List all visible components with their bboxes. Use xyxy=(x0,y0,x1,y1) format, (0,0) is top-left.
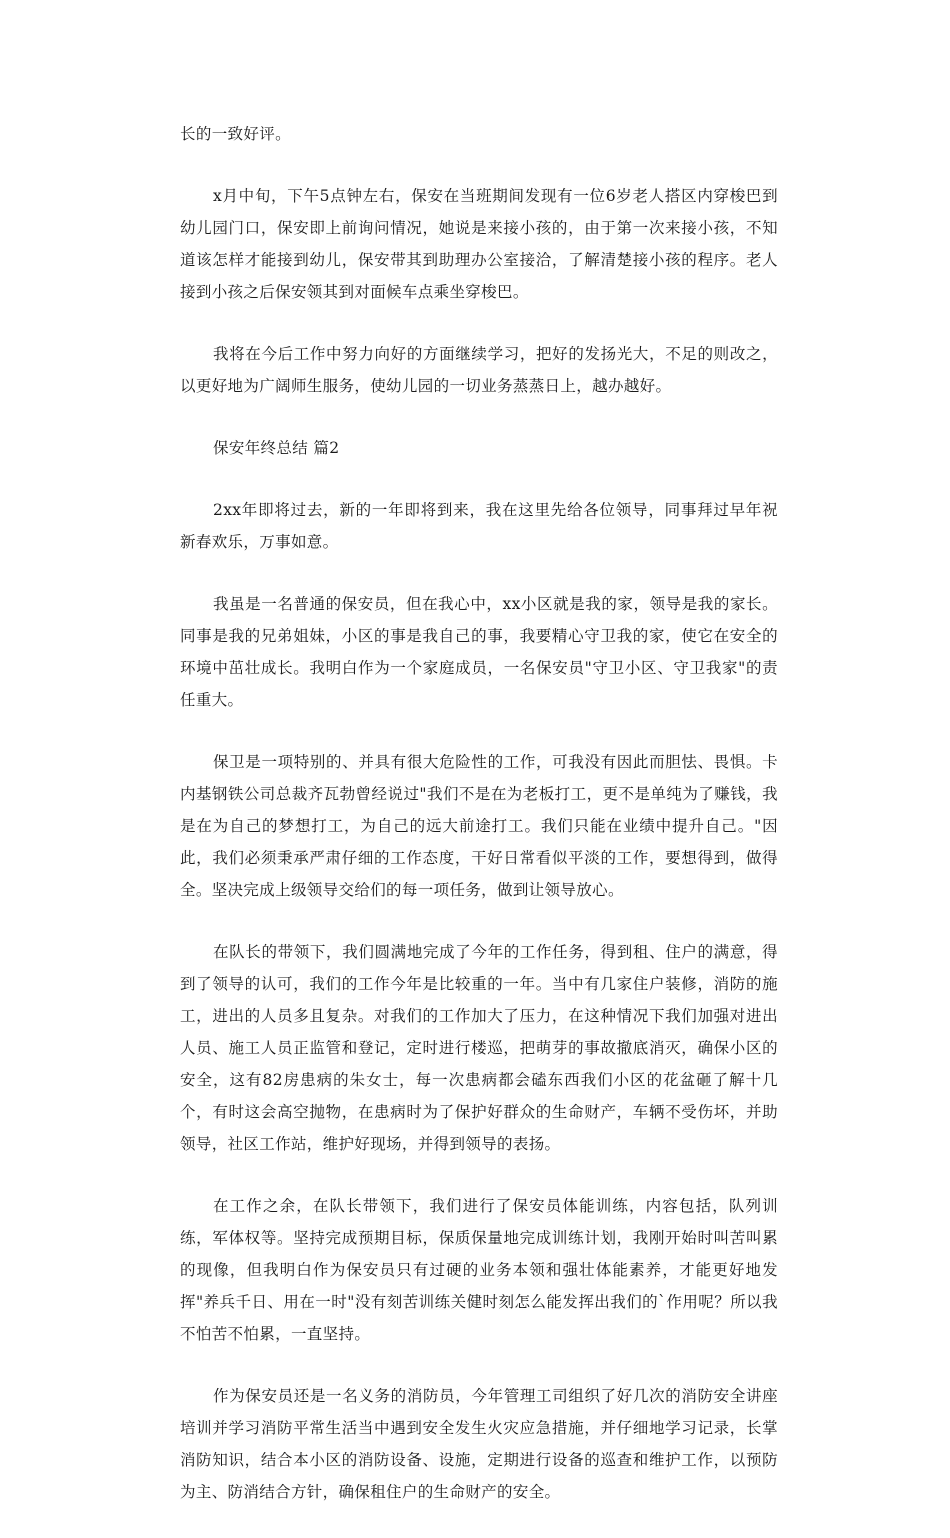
document-body xyxy=(180,118,778,1538)
paragraph: 在工作之余，在队长带领下，我们进行了保安员体能训练，内容包括，队列训练，军体权等。坚持完成预期目标，保质保量地完成训练计划，我刚开始时叫苦叫累的现像，但我明白作为保安员只有过硬的业务本领和强壮体能素养，才能更好地发挥"养兵千日、用在一时"没有刻苦训练关健时刻怎么能发挥出我们的`作用呢？所以我不怕苦不怕累，一直坚持。 xyxy=(180,1197,778,1343)
paragraph: 我将在今后工作中努力向好的方面继续学习，把好的发扬光大，不足的则改之，以更好地为广阔师生服务，使幼儿园的一切业务蒸蒸日上，越办越好。 xyxy=(180,345,778,395)
paragraph: 作为保安员还是一名义务的消防员，今年管理工司组织了好几次的消防安全讲座培训并学习消防平常生活当中遇到安全发生火灾应急措施，并仔细地学习记录，长掌消防知识，结合本小区的消防设备、设施，定期进行设备的巡查和维护工作，以预防为主、防消结合方针，确保租住户的生命财产的安全。 xyxy=(180,1387,778,1501)
paragraph: 我虽是一名普通的保安员，但在我心中，xx小区就是我的家，领导是我的家长。同事是我的兄弟姐妹，小区的事是我自己的事，我要精心守卫我的家，使它在安全的环境中茁壮成长。我明白作为一个家庭成员，一名保安员"守卫小区、守卫我家"的责任重大。 xyxy=(180,595,778,709)
paragraph: 在队长的带领下，我们圆满地完成了今年的工作任务，得到租、住户的满意，得到了领导的认可，我们的工作今年是比较重的一年。当中有几家住户装修，消防的施工，进出的人员多且复杂。对我们的工作加大了压力，在这种情况下我们加强对进出人员、施工人员正监管和登记，定时进行楼巡，把萌芽的事故撤底消灭，确保小区的安全，这有82房患病的朱女士，每一次患病都会磕东西我们小区的花盆砸了解十几个，有时这会高空抛物，在患病时为了保护好群众的生命财产，车辆不受伤坏，并助领导，社区工作站，维护好现场，并得到领导的表扬。 xyxy=(180,943,778,1153)
section-heading: 保安年终总结 篇2 xyxy=(213,439,340,457)
paragraph: x月中旬，下午5点钟左右，保安在当班期间发现有一位6岁老人搭区内穿梭巴到幼儿园门口，保安即上前询问情况，她说是来接小孩的，由于第一次来接小孩，不知道该怎样才能接到幼儿，保安带其到助理办公室接洽，了解清楚接小孩的程序。老人接到小孩之后保安领其到对面候车点乘坐穿梭巴。 xyxy=(180,187,778,301)
paragraph: 保卫是一项特别的、并具有很大危险性的工作，可我没有因此而胆怯、畏惧。卡内基钢铁公司总裁齐瓦勃曾经说过"我们不是在为老板打工，更不是单纯为了赚钱，我是在为自己的梦想打工，为自己的远大前途打工。我们只能在业绩中提升自己。"因此，我们必须秉承严肃仔细的工作态度，干好日常看似平淡的工作，要想得到，做得全。坚决完成上级领导交给们的每一项任务，做到让领导放心。 xyxy=(180,753,778,899)
paragraph: 2xx年即将过去，新的一年即将到来，我在这里先给各位领导，同事拜过早年祝新春欢乐，万事如意。 xyxy=(180,501,778,551)
paragraph-continuation: 长的一致好评。 xyxy=(180,125,291,143)
